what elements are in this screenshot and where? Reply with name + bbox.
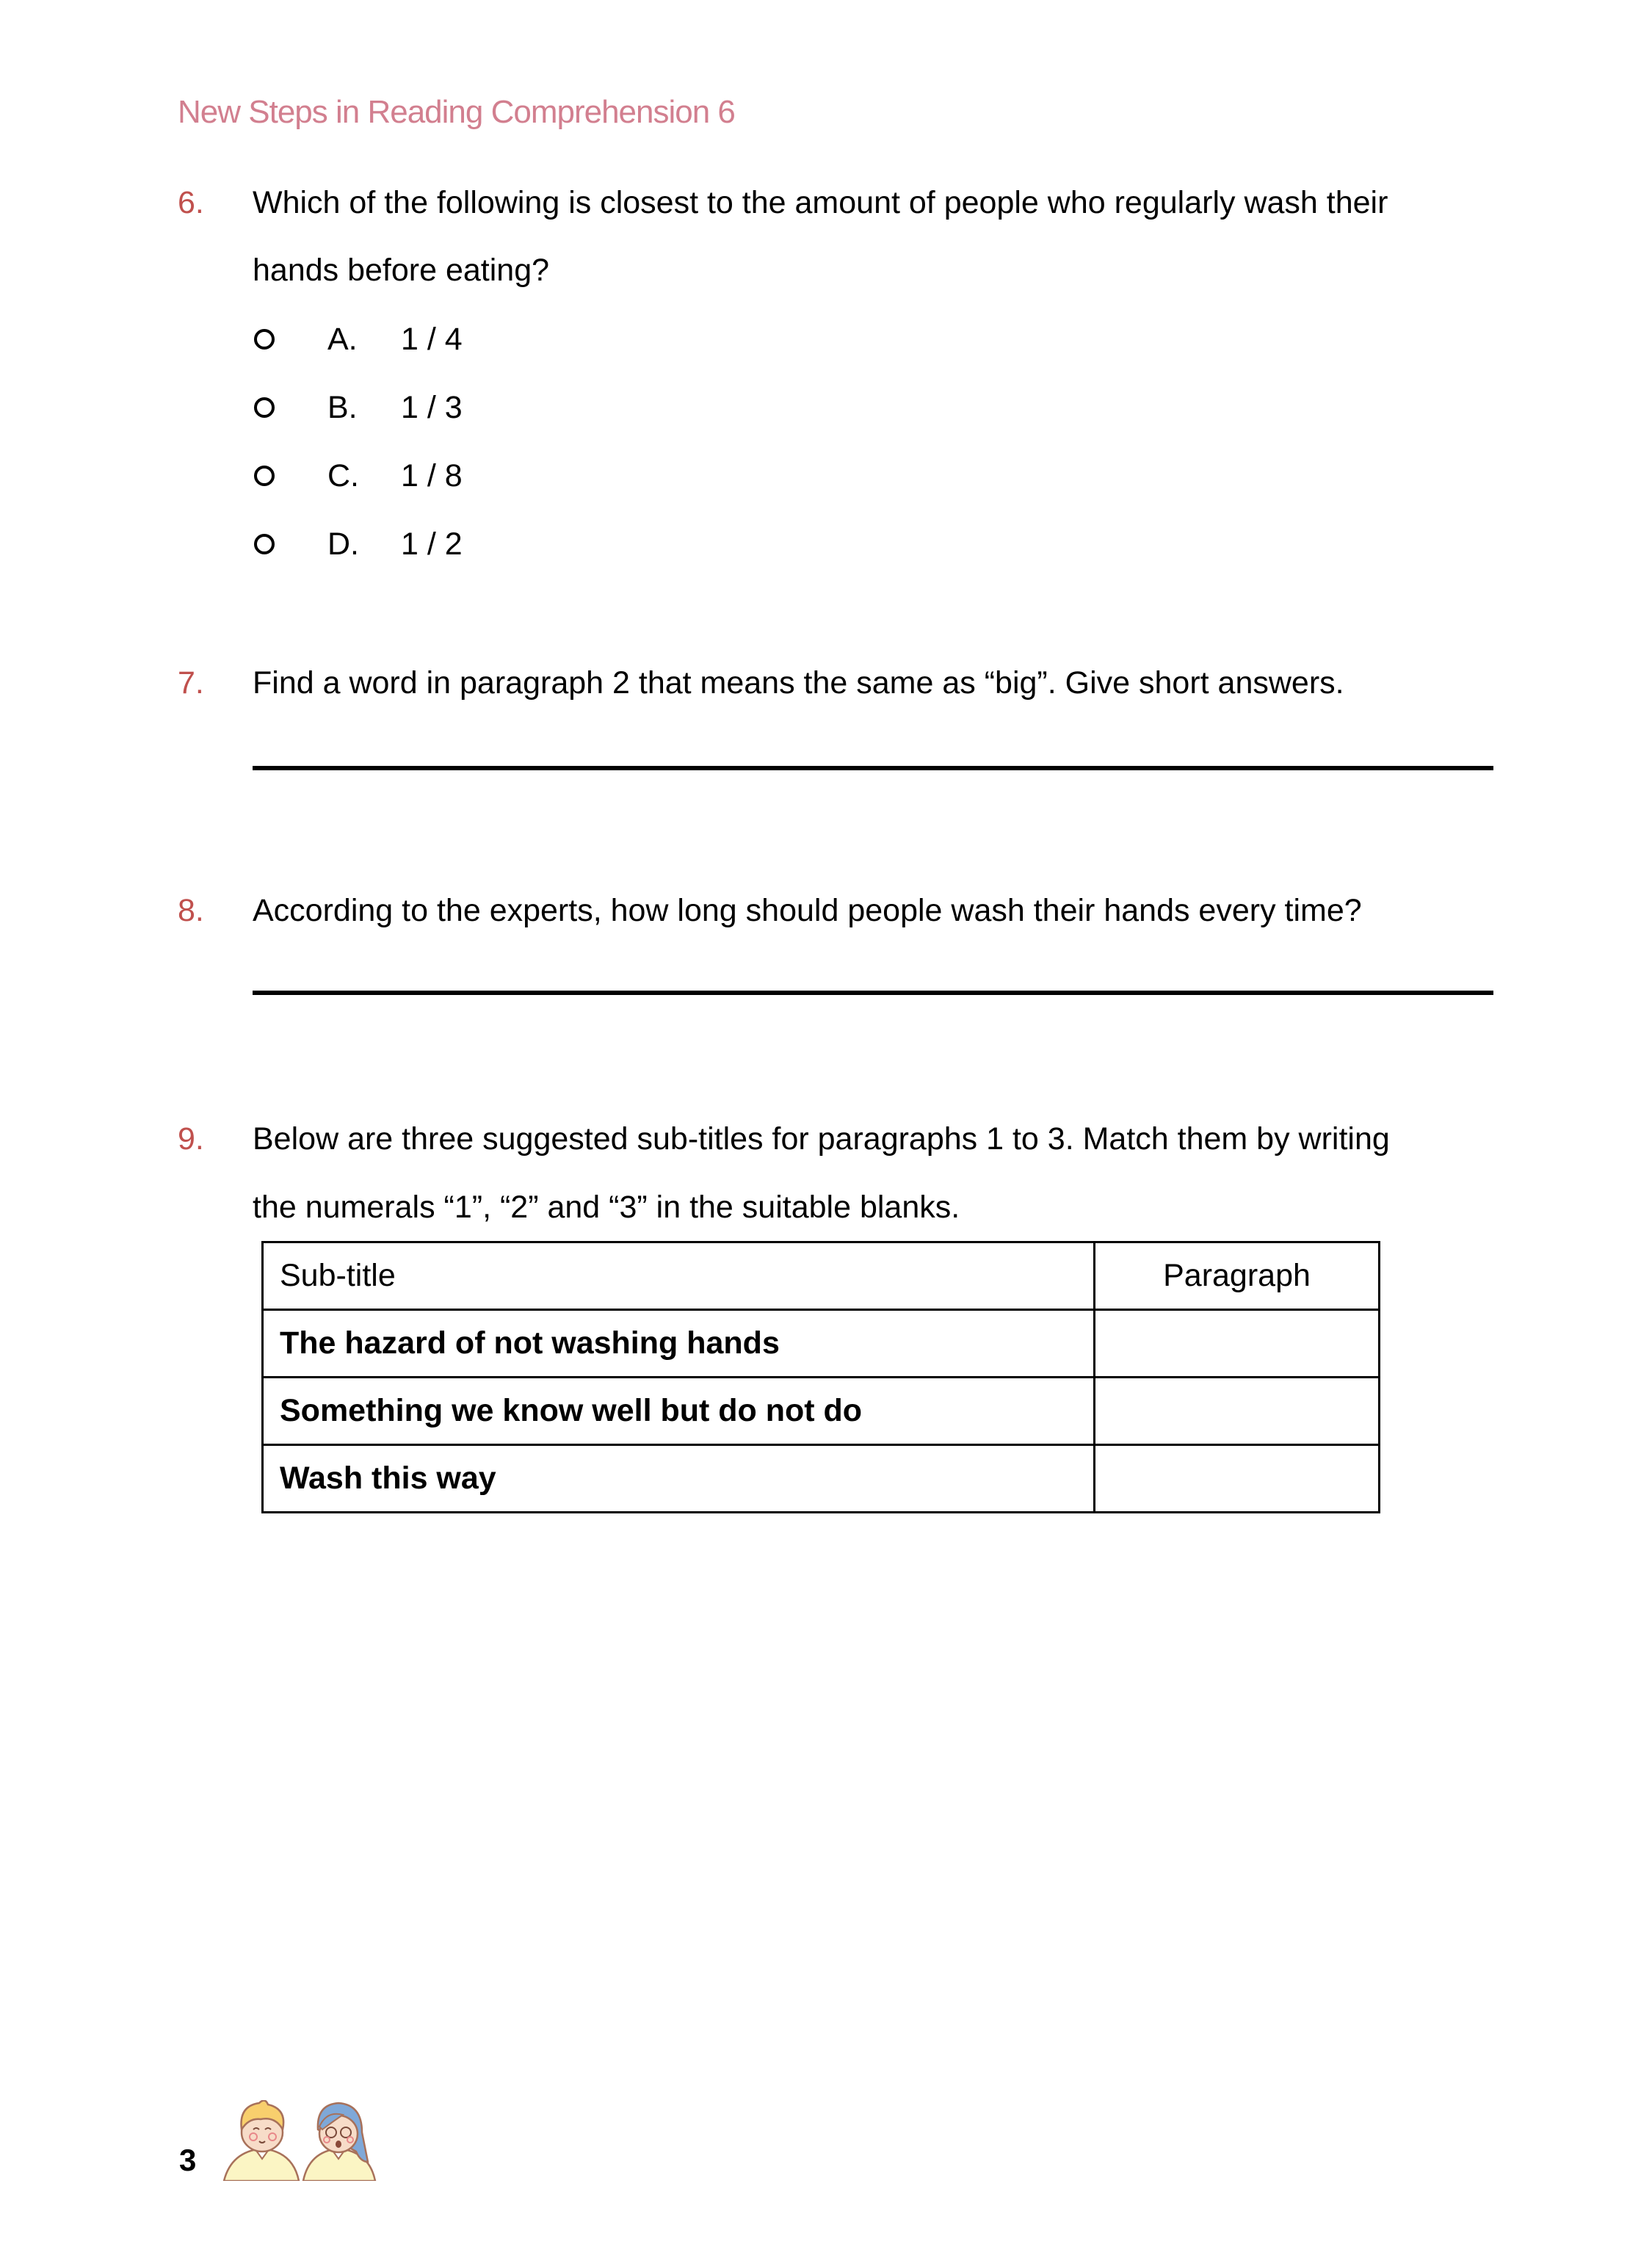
subtitle-cell: Something we know well but do not do bbox=[263, 1378, 1095, 1445]
table-row bbox=[263, 1310, 1380, 1378]
question-text: Find a word in paragraph 2 that means the same as “big”. Give short answers. bbox=[253, 665, 1344, 701]
question-number: 8. bbox=[178, 893, 204, 928]
option-value: 1 / 2 bbox=[401, 526, 463, 562]
option-letter: D. bbox=[327, 526, 359, 562]
answer-line-q8[interactable] bbox=[253, 991, 1493, 995]
question-text: According to the experts, how long should people wash their hands every time? bbox=[253, 893, 1362, 928]
header-subtitle: Sub-title bbox=[263, 1242, 1095, 1310]
option-value: 1 / 8 bbox=[401, 458, 463, 493]
option-value: 1 / 4 bbox=[401, 322, 463, 357]
table-row bbox=[263, 1378, 1380, 1445]
paragraph-blank-cell[interactable] bbox=[1095, 1445, 1380, 1513]
radio-circle-icon[interactable] bbox=[254, 466, 275, 486]
option-letter: A. bbox=[327, 322, 358, 357]
paragraph-blank-cell[interactable] bbox=[1095, 1378, 1380, 1445]
question-text-line-1: Which of the following is closest to the amount of people who regularly wash their bbox=[253, 185, 1388, 220]
radio-circle-icon[interactable] bbox=[254, 397, 275, 418]
subtitle-cell: The hazard of not washing hands bbox=[263, 1310, 1095, 1378]
page-number: 3 bbox=[179, 2143, 197, 2177]
paragraph-blank-cell[interactable] bbox=[1095, 1310, 1380, 1378]
subtitle-matching-table bbox=[261, 1241, 1380, 1513]
answer-line-q7[interactable] bbox=[253, 766, 1493, 770]
question-number: 6. bbox=[178, 185, 204, 220]
table-row bbox=[263, 1445, 1380, 1513]
page-header-title: New Steps in Reading Comprehension 6 bbox=[178, 94, 735, 130]
radio-circle-icon[interactable] bbox=[254, 534, 275, 554]
option-value: 1 / 3 bbox=[401, 390, 463, 425]
question-text-line-2: the numerals “1”, “2” and “3” in the suitable blanks. bbox=[253, 1190, 960, 1225]
subtitle-cell: Wash this way bbox=[263, 1445, 1095, 1513]
question-text-line-1: Below are three suggested sub-titles for paragraphs 1 to 3. Match them by writing bbox=[253, 1121, 1390, 1157]
question-number: 7. bbox=[178, 665, 204, 701]
option-letter: B. bbox=[327, 390, 358, 425]
two-students-icon bbox=[217, 2100, 389, 2181]
question-number: 9. bbox=[178, 1121, 204, 1157]
option-letter: C. bbox=[327, 458, 359, 493]
question-text-line-2: hands before eating? bbox=[253, 253, 550, 288]
table-header-row bbox=[263, 1242, 1380, 1310]
radio-circle-icon[interactable] bbox=[254, 329, 275, 350]
header-paragraph: Paragraph bbox=[1095, 1242, 1380, 1310]
